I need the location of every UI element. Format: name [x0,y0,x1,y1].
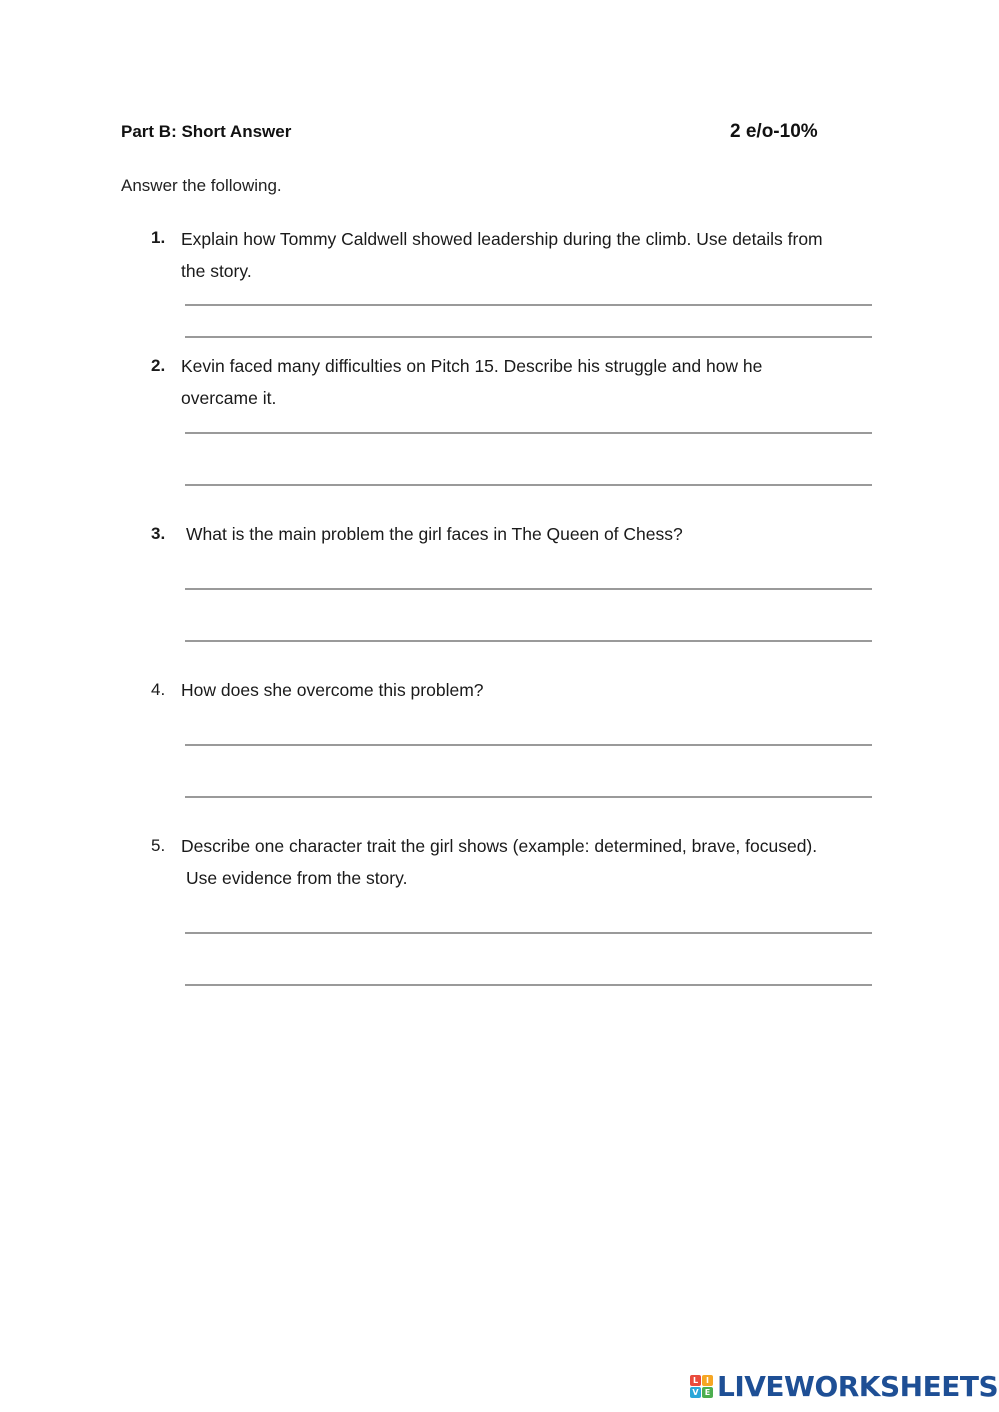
instruction-text: Answer the following. [121,176,282,195]
question-text-line: the story. [181,261,252,281]
answer-input[interactable] [185,404,876,432]
answer-line[interactable] [185,744,872,746]
question-text-line: How does she overcome this problem? [181,680,484,700]
answer-input[interactable] [185,716,876,744]
answer-line[interactable] [185,432,872,434]
answer-input[interactable] [185,612,876,640]
question-text-line: Kevin faced many difficulties on Pitch 15. Describe his struggle and how he [181,356,763,376]
question-text-line: overcame it. [181,388,277,408]
answer-line[interactable] [185,640,872,642]
answer-input[interactable] [185,456,876,484]
score-label: 2 e/o-10% [730,121,818,142]
answer-input[interactable] [185,308,876,336]
logo-square: L [690,1375,701,1386]
answer-input[interactable] [185,956,876,984]
logo-square: V [690,1387,701,1398]
answer-input[interactable] [185,768,876,796]
question-text-line: Use evidence from the story. [186,868,408,888]
answer-line[interactable] [185,932,872,934]
liveworksheets-logo [690,1370,998,1403]
answer-line[interactable] [185,984,872,986]
question-number: 3. [151,524,166,543]
question-text-line: Explain how Tommy Caldwell showed leadership during the climb. Use details from [181,229,823,249]
answer-line[interactable] [185,588,872,590]
question-number: 1. [151,228,166,247]
logo-squares-icon [690,1375,713,1398]
answer-line[interactable] [185,484,872,486]
section-title: Part B: Short Answer [121,122,292,141]
question-text-line: What is the main problem the girl faces in The Queen of Chess? [186,524,683,544]
logo-text: LIVEWORKSHEETS [717,1370,999,1403]
answer-line[interactable] [185,796,872,798]
answer-line[interactable] [185,336,872,338]
logo-square: E [702,1387,713,1398]
answer-input[interactable] [185,904,876,932]
question-number: 2. [151,356,166,375]
answer-input[interactable] [185,276,876,304]
question-number: 4. [151,680,166,699]
question-text-line: Describe one character trait the girl shows (example: determined, brave, focused). [181,836,818,856]
question-number: 5. [151,836,166,855]
answer-line[interactable] [185,304,872,306]
logo-square: I [702,1375,713,1386]
answer-input[interactable] [185,560,876,588]
